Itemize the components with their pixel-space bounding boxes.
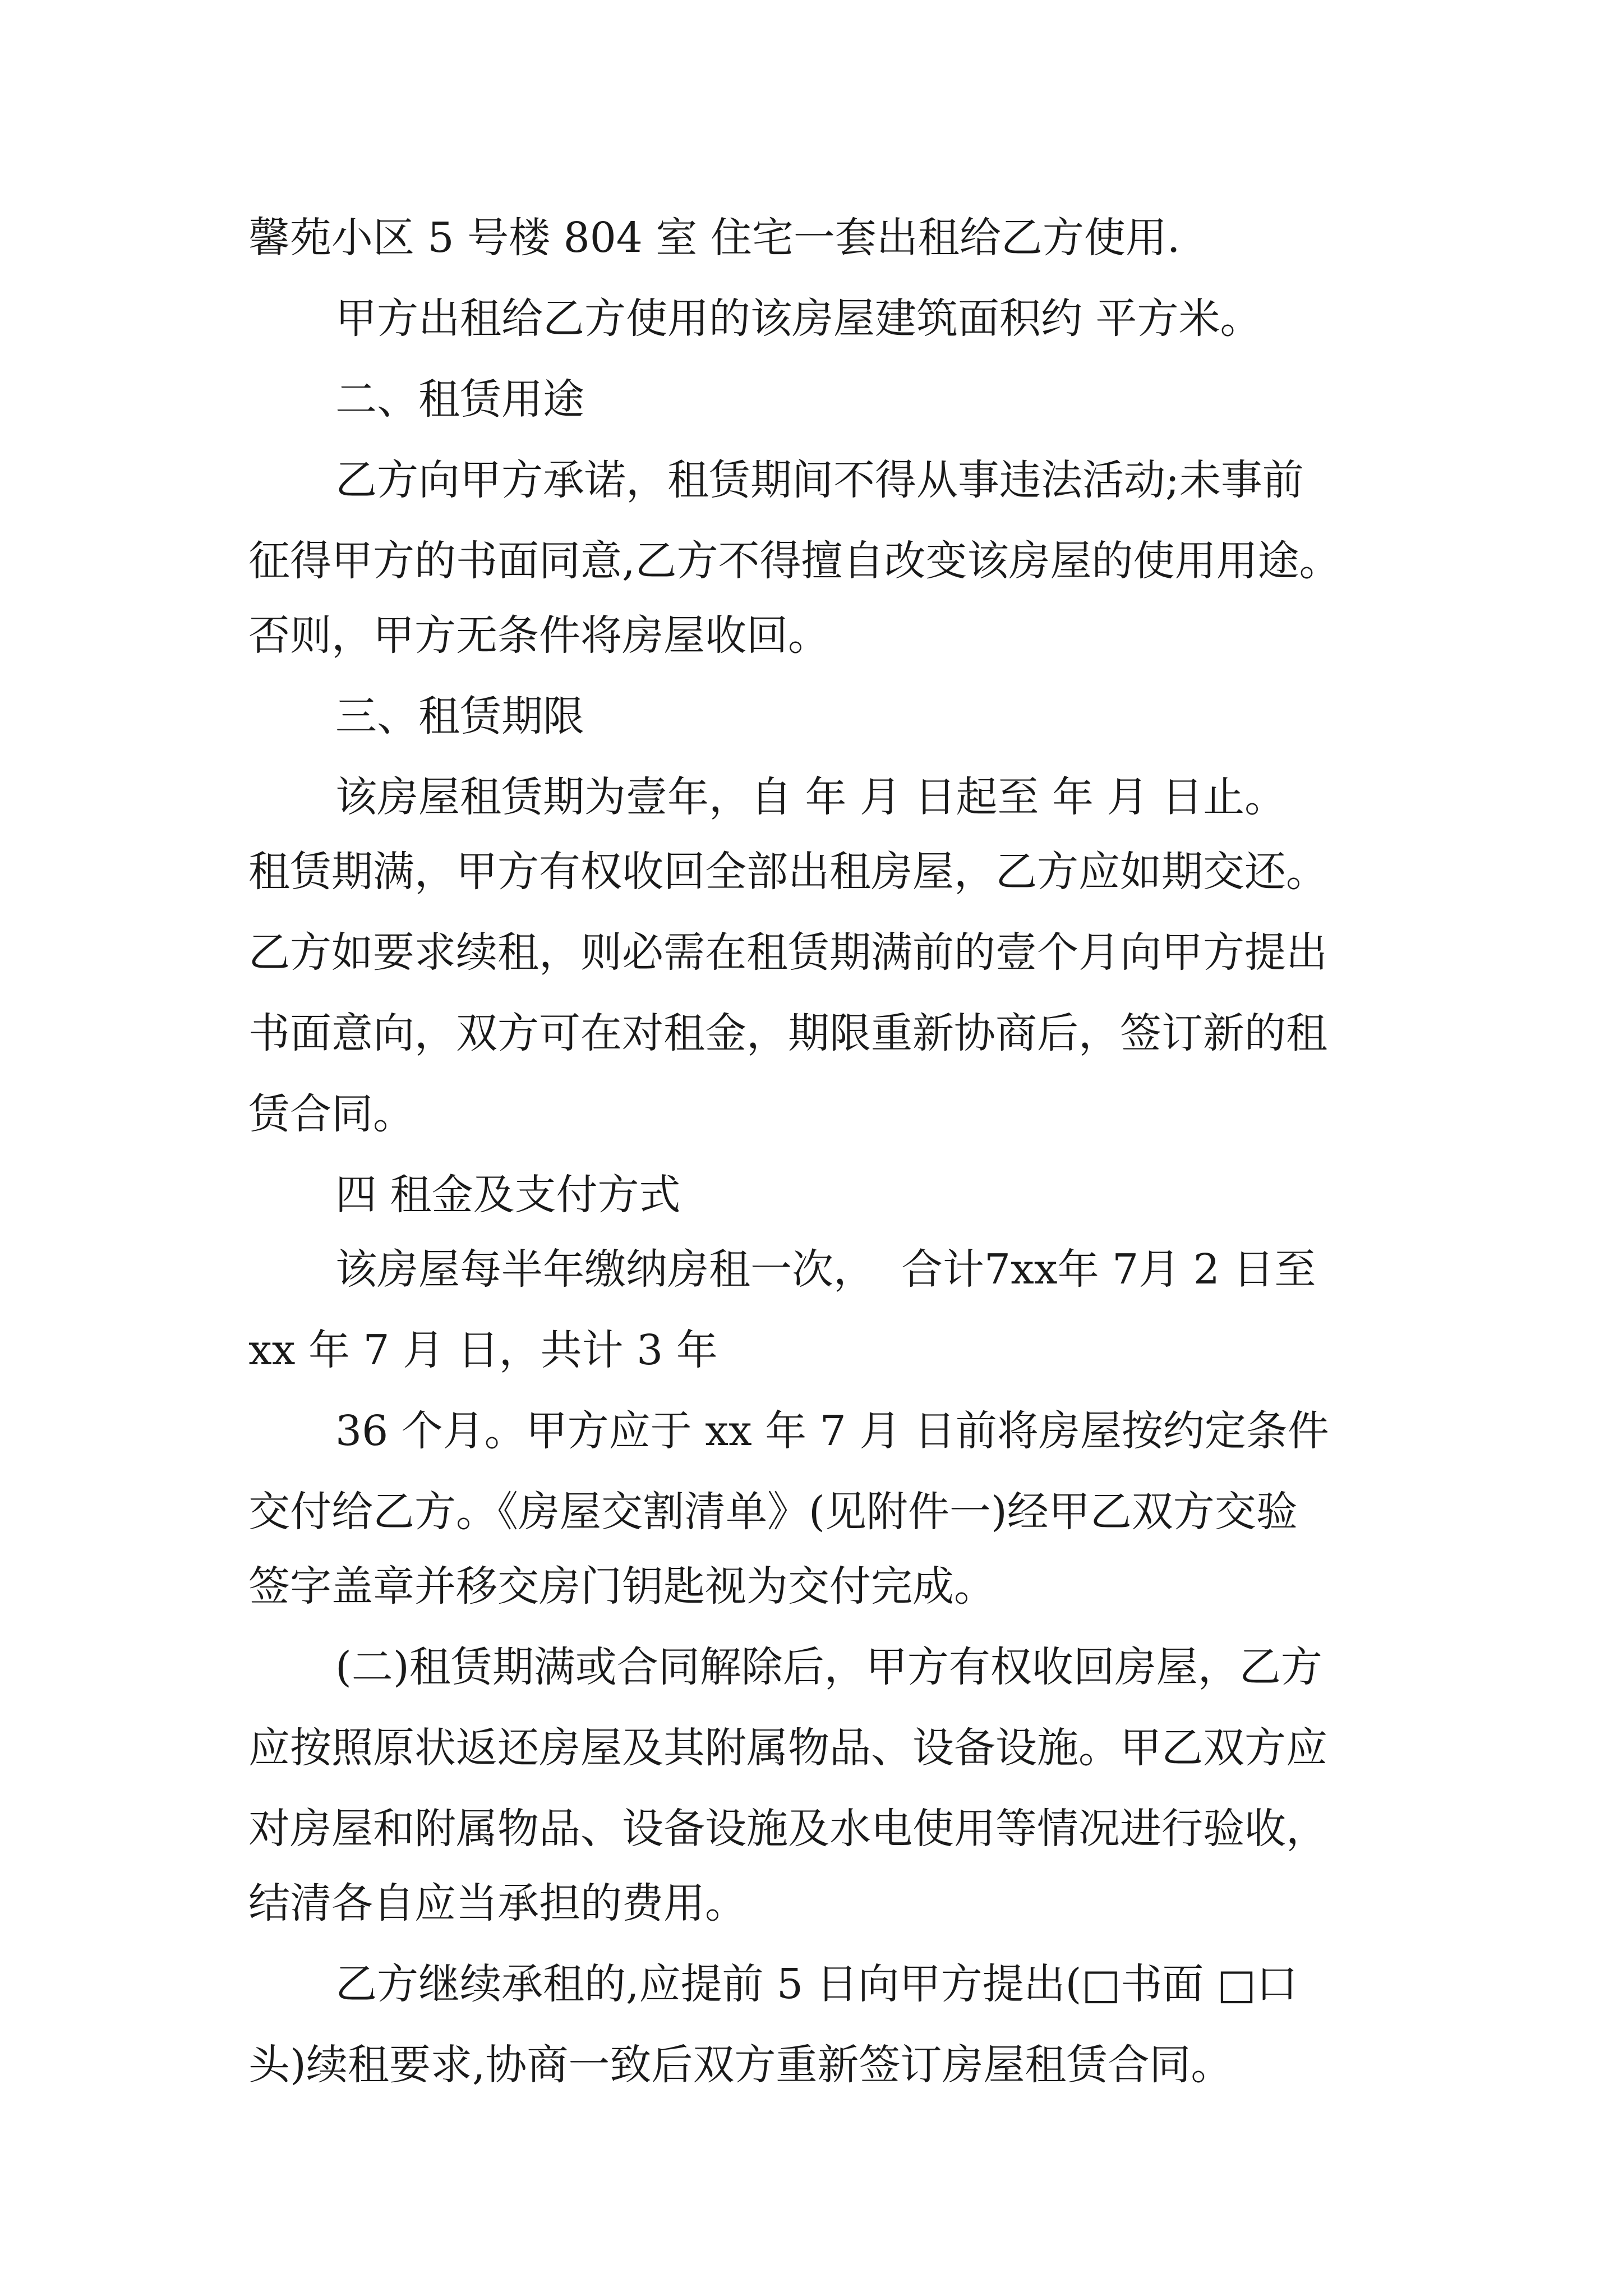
- text-line: 结清各自应当承担的费用。: [248, 1879, 746, 1927]
- text-line: 甲方出租给乙方使用的该房屋建筑面积约 平方米。: [335, 295, 1262, 343]
- text-line: 该房屋租赁期为壹年，自 年 月 日起至 年 月 日止。: [335, 773, 1287, 821]
- text-line: 应按照原状返还房屋及其附属物品、设备设施。甲乙双方应: [248, 1724, 1327, 1772]
- text-line: 该房屋每半年缴纳房租一次， 合计7xx年 7月 2 日至: [335, 1245, 1316, 1294]
- text-line: 签字盖章并移交房门钥匙视为交付完成。: [248, 1562, 995, 1611]
- text-line: 否则，甲方无条件将房屋收回。: [248, 611, 829, 660]
- text-line: 对房屋和附属物品、设备设施及水电使用等情况进行验收，: [248, 1805, 1327, 1853]
- text-line: 头)续租要求,协商一致后双方重新签订房屋租赁合同。: [248, 2041, 1233, 2089]
- text-line: 交付给乙方。《房屋交割清单》(见附件一)经甲乙双方交验: [248, 1488, 1298, 1536]
- text-line: (二)租赁期满或合同解除后，甲方有权收回房屋，乙方: [335, 1643, 1322, 1691]
- text-line: 征得甲方的书面同意,乙方不得擅自改变该房屋的使用用途。: [248, 537, 1341, 585]
- text-line: 赁合同。: [248, 1090, 414, 1138]
- text-line: 馨苑小区 5 号楼 804 室 住宅一套出租给乙方使用.: [248, 214, 1181, 262]
- text-line: 36 个月。甲方应于 xx 年 7 月 日前将房屋按约定条件: [335, 1407, 1329, 1455]
- text-line: 书面意向，双方可在对租金，期限重新协商后，签订新的租: [248, 1009, 1327, 1057]
- section-heading: 三、租赁期限: [335, 692, 584, 740]
- section-heading: 二、租赁用途: [335, 375, 584, 424]
- text-line: xx 年 7 月 日，共计 3 年: [248, 1326, 718, 1374]
- section-heading: 四 租金及支付方式: [335, 1171, 681, 1219]
- text-line: 租赁期满，甲方有权收回全部出租房屋，乙方应如期交还。: [248, 848, 1327, 896]
- text-line: 乙方如要求续租，则必需在租赁期满前的壹个月向甲方提出: [248, 928, 1327, 977]
- text-line: 乙方继续承租的,应提前 5 日向甲方提出(□书面 □口: [335, 1960, 1298, 2008]
- text-line: 乙方向甲方承诺，租赁期间不得从事违法活动;未事前: [335, 456, 1304, 504]
